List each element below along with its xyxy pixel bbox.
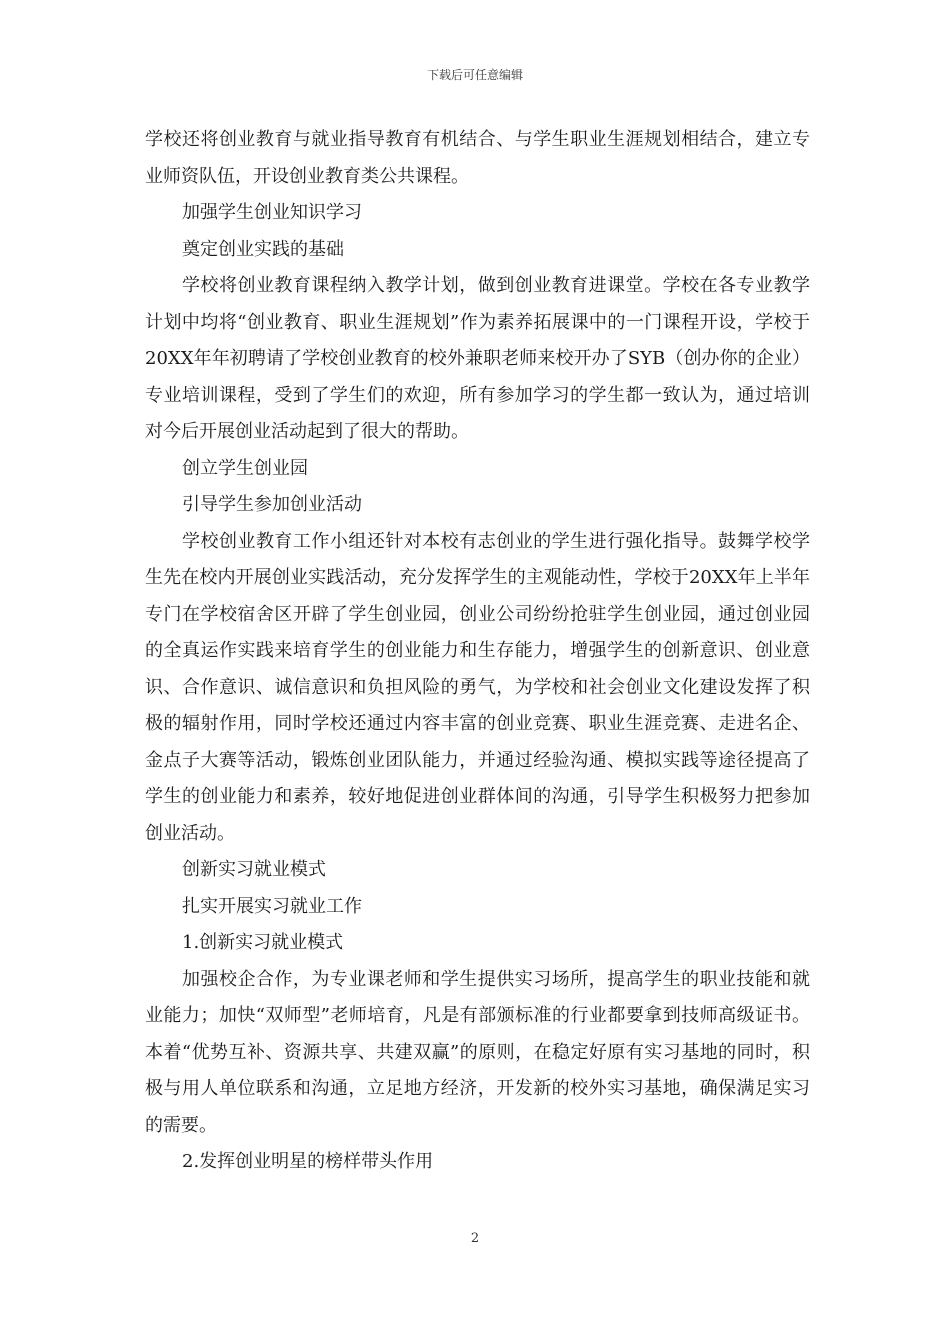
page-number: 2 bbox=[470, 1231, 480, 1246]
section-heading-knowledge: 加强学生创业知识学习 bbox=[182, 202, 362, 223]
paragraph-intro: 学校还将创业教育与就业指导教育有机结合、与学生职业生涯规划相结合，建立专业师资队伍，开设创业教育类公共课程。 bbox=[145, 129, 810, 187]
section-subheading-foundation: 奠定创业实践的基础 bbox=[182, 238, 344, 260]
paragraph-curriculum: 学校将创业教育课程纳入教学计划，做到创业教育进课堂。学校在各专业教学计划中均将“创业教育、职业生涯规划”作为素养拓展课中的一门课程开设，学校于20XX年年初聘请了学校创业教育的校外兼职老师来校开办了SYB（创办你的企业）专业培训课程，受到了学生们的欢迎，所有参加学习的学生都一致认为，通过培训对今后开展创业活动起到了很大的帮助。 bbox=[145, 275, 810, 442]
section-subheading-internship-work: 扎实开展实习就业工作 bbox=[182, 895, 362, 917]
section-subheading-guidance: 引导学生参加创业活动 bbox=[182, 494, 362, 515]
numbered-item-2: 2.发挥创业明星的榜样带头作用 bbox=[182, 1151, 434, 1172]
numbered-item-1: 1.创新实习就业模式 bbox=[182, 932, 344, 953]
paragraph-school-enterprise: 加强校企合作，为专业课老师和学生提供实习场所，提高学生的职业技能和就业能力；加快“双师型”老师培育，凡是有部颁标准的行业都要拿到技师高级证书。本着“优势互补、资源共享、共建双赢”的原则，在稳定好原有实习基地的同时，积极与用人单位联系和沟通，立足地方经济，开发新的校外实习基地，确保满足实习的需要。 bbox=[145, 968, 810, 1136]
document-body bbox=[145, 122, 810, 1181]
section-heading-startup-park: 创立学生创业园 bbox=[182, 457, 308, 479]
page-header: 下载后可任意编辑 bbox=[426, 68, 523, 82]
section-heading-internship-model: 创新实习就业模式 bbox=[182, 859, 326, 880]
paragraph-startup-park: 学校创业教育工作小组还针对本校有志创业的学生进行强化指导。鼓舞学校学生先在校内开展创业实践活动，充分发挥学生的主观能动性，学校于20XX年上半年专门在学校宿舍区开辟了学生创业园，创业公司纷纷抢驻学生创业园，通过创业园的全真运作实践来培育学生的创业能力和生存能力，增强学生的创新意识、创业意识、合作意识、诚信意识和负担风险的勇气，为学校和社会创业文化建设发挥了积极的辐射作用，同时学校还通过内容丰富的创业竞赛、职业生涯竞赛、走进名企、金点子大赛等活动，锻炼创业团队能力，并通过经验沟通、模拟实践等途径提高了学生的创业能力和素养，较好地促进创业群体间的沟通，引导学生积极努力把参加创业活动。 bbox=[145, 530, 810, 844]
